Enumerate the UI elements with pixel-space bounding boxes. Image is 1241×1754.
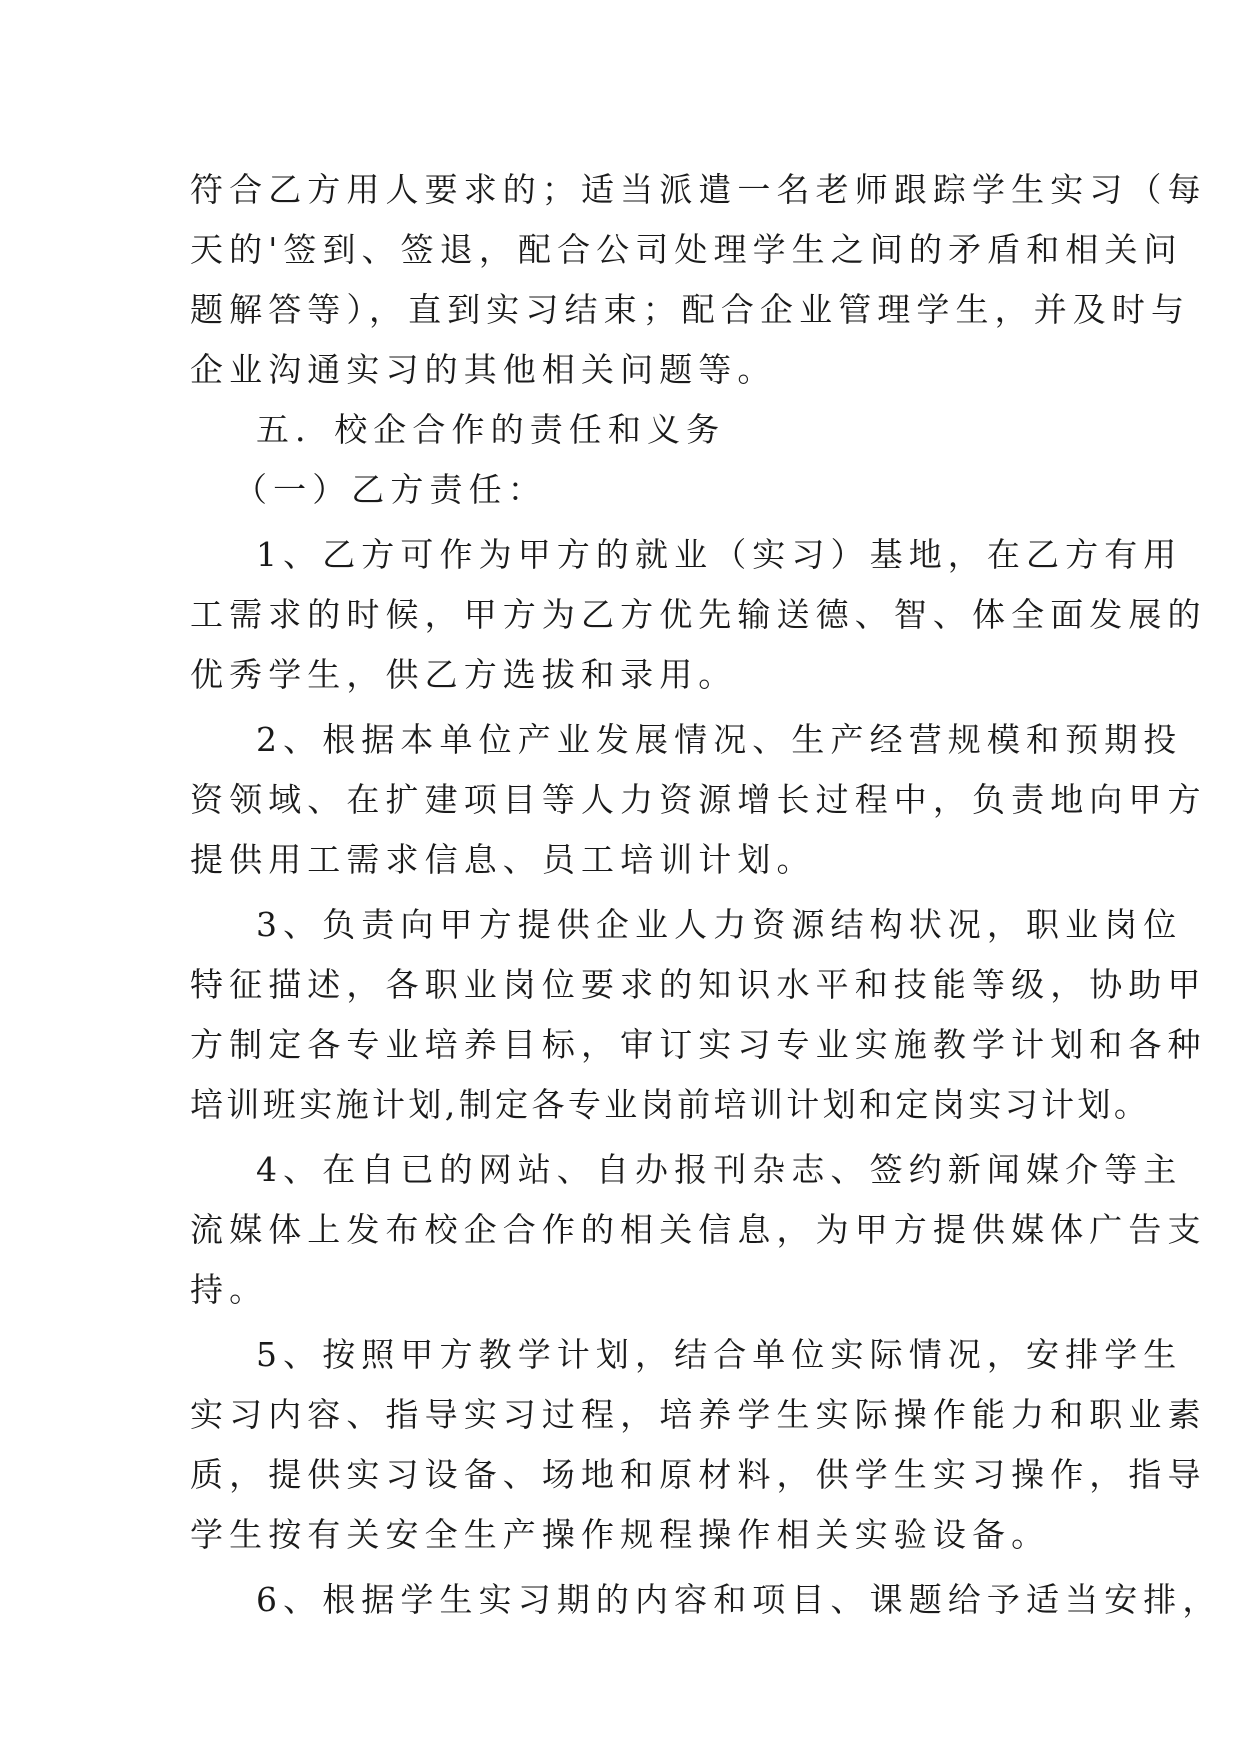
paragraph-continuation: [190, 160, 1207, 400]
text-line: 题解答等），直到实习结束；配合企业管理学生，并及时与: [190, 290, 1191, 329]
subsection-heading: （一）乙方责任：: [234, 470, 547, 509]
text-line: 实习内容、指导实习过程，培养学生实际操作能力和职业素: [190, 1395, 1207, 1434]
text-line: 符合乙方用人要求的；适当派遣一名老师跟踪学生实习（每: [190, 170, 1207, 209]
text-line: 企业沟通实习的其他相关问题等。: [190, 350, 777, 389]
text-line: 5、按照甲方教学计划，结合单位实际情况，安排学生: [256, 1335, 1183, 1374]
text-line: 资领域、在扩建项目等人力资源增长过程中，负责地向甲方: [190, 780, 1207, 819]
text-line: 1、乙方可作为甲方的就业（实习）基地，在乙方有用: [256, 535, 1183, 574]
document-page: [190, 160, 1222, 1630]
text-line: 流媒体上发布校企合作的相关信息，为甲方提供媒体广告支: [190, 1210, 1207, 1249]
text-line: 特征描述，各职业岗位要求的知识水平和技能等级，协助甲: [190, 965, 1207, 1004]
text-line: 方制定各专业培养目标，审订实习专业实施教学计划和各种: [190, 1025, 1207, 1064]
paragraph-item-6: [190, 1570, 1222, 1630]
text-line: 培训班实施计划,制定各专业岗前培训计划和定岗实习计划。: [190, 1085, 1151, 1124]
paragraph-item-3: [190, 895, 1207, 1135]
text-line: 2、根据本单位产业发展情况、生产经营规模和预期投: [256, 720, 1183, 759]
text-line: 质，提供实习设备、场地和原材料，供学生实习操作，指导: [190, 1455, 1207, 1494]
paragraph-item-1: [190, 525, 1207, 705]
paragraph-item-5: [190, 1325, 1207, 1565]
paragraph-item-4: [190, 1140, 1207, 1320]
text-line: 天的'签到、签退，配合公司处理学生之间的矛盾和相关问: [190, 230, 1183, 269]
text-line: 4、在自已的网站、自办报刊杂志、签约新闻媒介等主: [256, 1150, 1183, 1189]
paragraph-item-2: [190, 710, 1207, 890]
text-line: 持。: [190, 1270, 269, 1309]
section-heading: 五．校企合作的责任和义务: [256, 410, 726, 449]
text-line: 6、根据学生实习期的内容和项目、课题给予适当安排，: [256, 1580, 1222, 1619]
text-line: 学生按有关安全生产操作规程操作相关实验设备。: [190, 1515, 1051, 1554]
text-line: 工需求的时候，甲方为乙方优先输送德、智、体全面发展的: [190, 595, 1207, 634]
text-line: 优秀学生，供乙方选拔和录用。: [190, 655, 738, 694]
text-line: 3、负责向甲方提供企业人力资源结构状况，职业岗位: [256, 905, 1183, 944]
text-line: 提供用工需求信息、员工培训计划。: [190, 840, 816, 879]
